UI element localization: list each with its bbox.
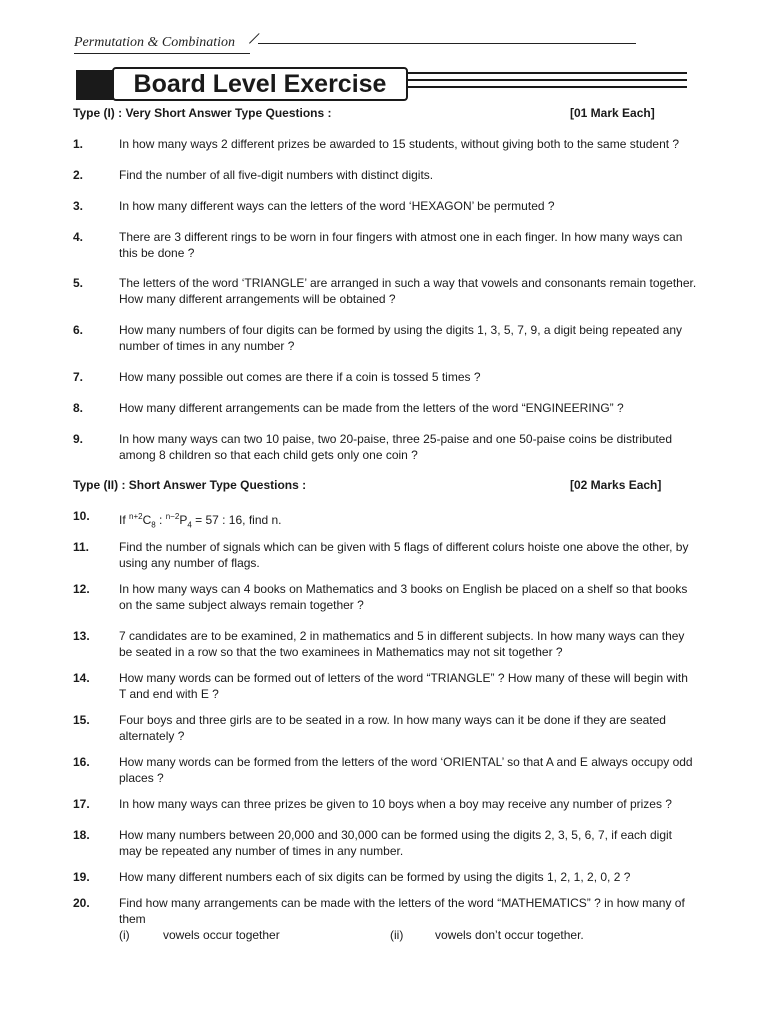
formula-subscript: 8 (151, 520, 156, 530)
question-text: How many numbers of four digits can be formed by using the digits 1, 3, 5, 7, 9, a digit being repeated any number of times in any number ? (119, 323, 682, 353)
formula-subscript: 4 (187, 520, 192, 530)
question (73, 168, 697, 184)
question-number: 12. (73, 582, 90, 596)
section-heading: Type (I) : Very Short Answer Type Questions : (73, 106, 332, 120)
question (73, 629, 697, 660)
question-number: 17. (73, 797, 90, 811)
question-text: Find how many arrangements can be made with the letters of the word “MATHEMATICS” ? in how many of them (119, 896, 685, 926)
question-number: 20. (73, 896, 90, 910)
question-text: In how many ways can three prizes be given to 10 boys when a boy may receive any number of prizes ? (119, 797, 672, 811)
question (73, 797, 697, 813)
question-number: 15. (73, 713, 90, 727)
question-text: Find the number of signals which can be given with 5 flags of different colurs hoiste one above the other, by using any number of flags. (119, 540, 689, 570)
question-text: The letters of the word ‘TRIANGLE’ are arranged in such a way that vowels and consonants remain together. How many different arrangements will be obtained ? (119, 276, 697, 306)
question-number: 10. (73, 509, 90, 523)
question (73, 230, 697, 261)
option-label: (ii) (390, 928, 404, 942)
chapter-title: Permutation & Combination (74, 35, 235, 50)
question (73, 828, 697, 859)
question (73, 509, 697, 533)
question-text: There are 3 different rings to be worn in four fingers with atmost one in each finger. In how many ways can this be done ? (119, 230, 683, 260)
question (73, 540, 697, 571)
question (73, 401, 697, 417)
formula-text: : (155, 513, 166, 527)
question-number: 11. (73, 540, 90, 554)
formula-superscript: n−2 (165, 512, 180, 521)
question-number: 9. (73, 432, 84, 446)
question-number: 3. (73, 199, 84, 213)
section-marks: [02 Marks Each] (570, 478, 662, 492)
question-number: 1. (73, 137, 84, 151)
formula-text: If (119, 513, 130, 527)
option-label: (i) (119, 928, 130, 942)
question (73, 870, 697, 886)
question-text: In how many ways can 4 books on Mathematics and 3 books on English be placed on a shelf so that books on the same subject always remain together ? (119, 582, 688, 612)
question-text: In how many ways 2 different prizes be awarded to 15 students, without giving both to the same student ? (119, 137, 680, 151)
header-rule (74, 53, 250, 54)
banner-block (76, 70, 116, 100)
question (73, 432, 697, 463)
question (73, 323, 697, 354)
header-rule-right (258, 43, 636, 44)
section-heading: Type (II) : Short Answer Type Questions : (73, 478, 307, 492)
question-text (119, 509, 697, 533)
formula-superscript: n+2 (129, 512, 143, 521)
formula-symbol: P (179, 513, 188, 527)
formula-text: = 57 : 16, find n. (191, 513, 282, 527)
question-text: How many words can be formed from the letters of the word ‘ORIENTAL’ so that A and E always occupy odd places ? (119, 755, 693, 785)
question-number: 2. (73, 168, 84, 182)
question (73, 896, 697, 927)
question-text: How many numbers between 20,000 and 30,000 can be formed using the digits 2, 3, 5, 6, 7, if each digit may be repeated any number of times in any number. (119, 828, 673, 858)
question-text: How many different numbers each of six digits can be formed by using the digits 1, 2, 1, 2, 0, 2 ? (119, 870, 631, 884)
question-text: Find the number of all five-digit numbers with distinct digits. (119, 168, 434, 182)
question-text: How many possible out comes are there if a coin is tossed 5 times ? (119, 370, 481, 384)
question-number: 5. (73, 276, 84, 290)
question-number: 16. (73, 755, 90, 769)
question-text: How many different arrangements can be made from the letters of the word “ENGINEERING” ? (119, 401, 624, 415)
question (73, 137, 697, 153)
question-text: 7 candidates are to be examined, 2 in mathematics and 5 in different subjects. In how many ways can they be seated in a row so that the two examinees in Mathematics may not sit together ? (119, 629, 685, 659)
question (73, 713, 697, 744)
banner-box (112, 67, 408, 101)
question (73, 671, 697, 702)
question-text: Four boys and three girls are to be seated in a row. In how many ways can it be done if they are seated alternately ? (119, 713, 666, 743)
option-text: vowels don’t occur together. (435, 928, 584, 942)
section-marks: [01 Mark Each] (570, 106, 655, 120)
exercise-title: Board Level Exercise (133, 69, 387, 98)
question-number: 19. (73, 870, 90, 884)
question-number: 4. (73, 230, 84, 244)
question-number: 7. (73, 370, 84, 384)
question (73, 582, 697, 613)
question-text: In how many different ways can the letters of the word ‘HEXAGON’ be permuted ? (119, 199, 555, 213)
question (73, 370, 697, 386)
question-number: 6. (73, 323, 84, 337)
question (73, 755, 697, 786)
question-number: 14. (73, 671, 90, 685)
question-number: 18. (73, 828, 90, 842)
question-number: 8. (73, 401, 84, 415)
question (73, 199, 697, 215)
question (73, 276, 697, 307)
option-text: vowels occur together (163, 928, 280, 942)
banner-lines (407, 72, 687, 96)
question-text: How many words can be formed out of letters of the word “TRIANGLE” ? How many of these will begin with T and end with E ? (119, 671, 688, 701)
question-text: In how many ways can two 10 paise, two 20-paise, three 25-paise and one 50-paise coins be distributed among 8 children so that each child gets only one coin ? (119, 432, 672, 462)
formula-symbol: C (142, 513, 152, 527)
question-number: 13. (73, 629, 90, 643)
